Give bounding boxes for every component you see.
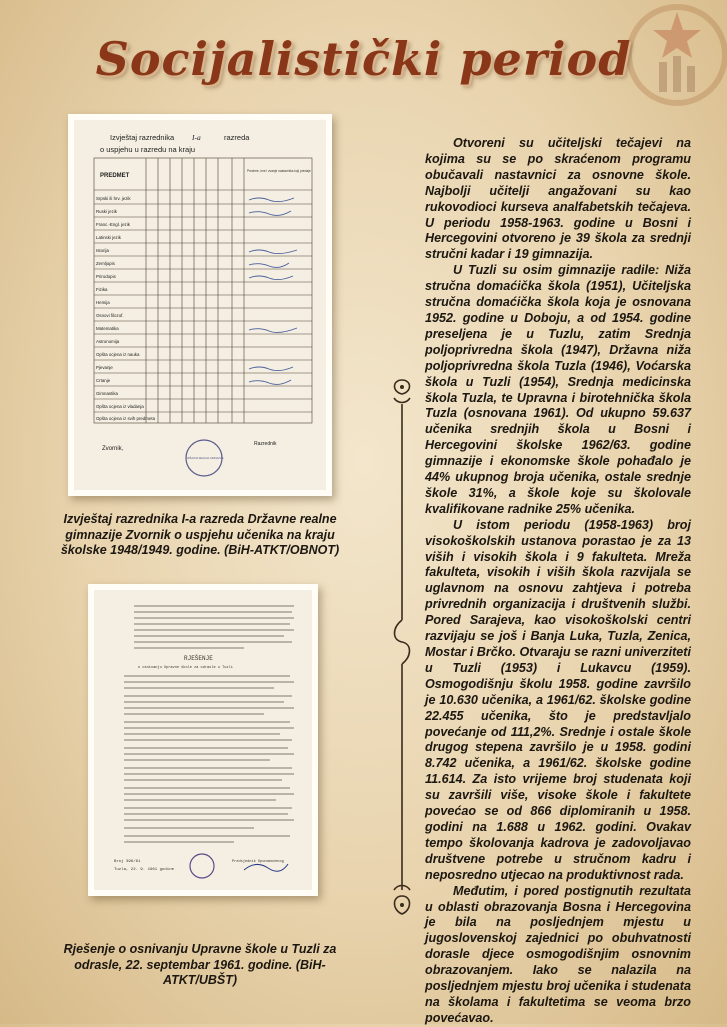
caption-report-card: Izvještaj razrednika I-a razreda Državne realne gimnazije Zvornik o uspjehu učenika na kraju školske 1948/1949. godine. (BiH-ATKT/OBNOT) [60,512,340,557]
body-text [425,136,691,1027]
svg-text:Latinski jezik: Latinski jezik [96,235,121,240]
doc2-signature: Predsjednik Opunomoćenog [232,860,284,864]
svg-text:Ruski jezik: Ruski jezik [96,209,117,214]
doc1-subheader: o uspjehu u razredu na kraju [100,145,196,154]
doc2-subheading: o osnivanju Upravne škole za odrasle u Tuzli [138,666,233,670]
doc1-place: Zvornik, [102,446,124,452]
svg-text:Opšta ocjena iz nauka: Opšta ocjena iz nauka [96,352,140,357]
svg-text:Opšta ocjena iz vladanja: Opšta ocjena iz vladanja [96,404,144,409]
svg-text:Srpski ili hrv. jezik: Srpski ili hrv. jezik [96,196,131,201]
svg-text:Franc.-Engl. jezik: Franc.-Engl. jezik [96,222,130,227]
svg-text:Matematika: Matematika [96,326,119,331]
paragraph-3: U istom periodu (1958-1963) broj visokoškolskih ustanova porastao je za 13 viših i visokih škola i 9 fakulteta. Mreža fakulteta, visokih i viših škola razvijala se uglavnom na osnovu zahtjeva i potreba privrednih organizacija i društvenih službi. Pored Sarajeva, kao visokoškolski centri razvijaju se još i Banja Luka, Tuzla, Zenica, Mostar i Brčko. Otvaraju se razni univerziteti u Tuzli (1953) i Lukavcu (1959). Osmogodišnju školu 1958. godine završilo je 10.630 učenika, a 1961/62. školske godine 22.455 učenika, što je predstavljalo povećanje od 111,2%. Srednje i ostale škole drugog stepena završilo je u 1958. godini 8.742 učenika, a 1961/62. školske godine 11.614. Za isto vrijeme broj studenata koji su završili više, visoke škole i fakultete povećao se od 866 diplomiranih u 1958. godini na 1.688 u 1962. godini. Ovakav tempo školovanja kadrova je zadovoljavao društvene potrebe u stručnom kadru i neposredno utjecao na produktivnost rada. [425,517,691,882]
doc1-stamp-text: DRŽAVNA REALNA GIMNAZIJA [186,457,224,460]
typed-decision-content [94,590,312,890]
doc1-column-predmet: PREDMET [100,173,130,179]
svg-text:Astronomija: Astronomija [96,339,120,344]
doc2-signature-scribble-icon [244,864,288,871]
doc1-header: Izvještaj razrednika [110,133,175,142]
svg-text:Hemija: Hemija [96,300,110,305]
doc1-column-note: Prezime, ime i zvanje nastavnika koji predaje [247,169,311,173]
paragraph-1: Otvoreni su učiteljski tečajevi na kojima su se po skraćenom programu obučavali nastavnici za osnovne škole. Najbolji učitelji angažovani su kao rukovodioci kurseva analfabetskih tečajeva. U periodu 1958-1963. godine u Bosni i Hercegovini otvoreno je 39 škola za srednji stručni kadar i 19 gimnazija. [425,136,691,262]
report-card-scan [74,120,326,490]
report-card-table [74,120,326,490]
doc1-header-suffix: razreda [224,133,250,142]
doc1-signature-label: Razrednik [254,441,277,447]
caption-typed-decision: Rješenje o osnivanju Upravne škole u Tuzli za odrasle, 22. septembar 1961. godine. (BiH-ATKT/UBŠT) [63,942,337,987]
doc2-number: Broj 396/61 [114,860,141,864]
paragraph-2: U Tuzli su osim gimnazije radile: Niža stručna domaćička škola (1951), Učiteljska stručna domaćička škola koja je osnovana 1952. godine u Doboju, a od 1954. godine preseljena je u Tuzlu, zatim Srednja poljoprivredna škola (1947), Državna niža poljoprivredna škola Tuzla (1946), Voćarska škola u Tuzli (1954), Srednja medicinska škola Tuzla, te Upravna i birotehnička škola Tuzla (osnovana 1961). Od ukupno 59.637 učenika srednjih škola u Bosni i Hercegovini školske 1962/63. godine gimnazije i ekonomske škole pohađalo je 44% ukupnog broja učenika, ostale srednje škole 31%, a škole koje su školovale kvalifikovane radnike 25% učenika. [425,263,691,516]
typed-lines [124,606,294,842]
typed-decision-scan [94,590,312,890]
doc2-date: Tuzla, 22. 9. 1961 godine [114,868,175,872]
page-title: Socijalistički period [95,32,632,86]
doc2-heading: RJEŠENJE [184,655,213,662]
svg-text:Prirodopis: Prirodopis [96,274,116,279]
svg-text:Opšta ocjena iz svih predmeta: Opšta ocjena iz svih predmeta [96,416,156,421]
svg-text:Osnovi filozof.: Osnovi filozof. [96,313,124,318]
svg-text:Istorija: Istorija [96,248,109,253]
doc1-class: I-a [192,133,201,142]
svg-text:Zemljopis: Zemljopis [96,261,115,266]
svg-text:Fizika: Fizika [96,287,108,292]
svg-text:Pjevanje: Pjevanje [96,365,113,370]
paragraph-4: Međutim, i pored postignutih rezultata u oblasti obrazovanja Bosna i Hercegovina je bila na posljednjem mjestu u jugoslovenskoj zajednici po obuhvatnosti dorasle djece osmogodišnjim osnovnim obrazovanjem. Iako se nalazila na posljednjem mjestu broj učenika i studenata na školama i fakultetima se veoma brzo povećavao. [425,883,691,1025]
doc2-stamp-icon [190,854,214,878]
ornamental-divider-icon [388,370,416,940]
svg-text:Crtanje: Crtanje [96,378,111,383]
svg-text:Gimnastika: Gimnastika [96,391,118,396]
